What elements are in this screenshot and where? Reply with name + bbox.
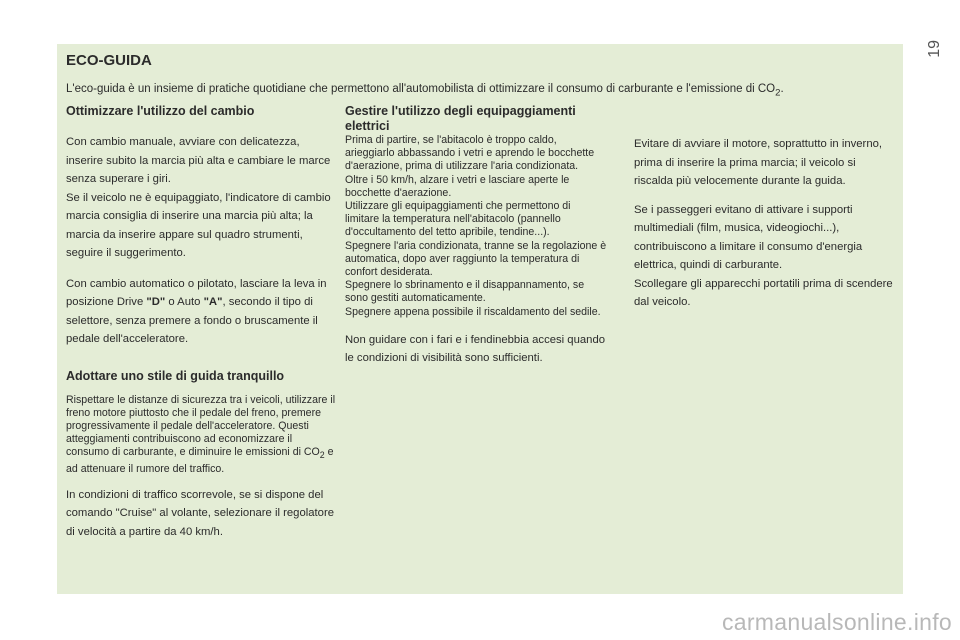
- intro-end: .: [780, 83, 784, 95]
- drive-label: "D": [146, 296, 166, 308]
- page-number: 19: [926, 40, 943, 58]
- calm-text-b: e ad attenuare il rumore del traffico.: [66, 446, 334, 475]
- auto-text-c: , secondo il tipo di selettore, senza premere a fondo o bruscamente il pedale dell'acceleratore.: [66, 296, 318, 345]
- electrical-text-5: Spegnere lo sbrinamento e il disappannamento, se sono gestiti automaticamente.: [345, 279, 585, 305]
- column-gearbox: [66, 104, 338, 541]
- auto-label: "A": [203, 296, 223, 308]
- lights-text: Non guidare con i fari e i fendinebbia accesi quando le condizioni di visibilità sono sufficienti.: [345, 333, 606, 365]
- gearbox-automatic-text: [66, 275, 338, 349]
- electrical-heading: Gestire l'utilizzo degli equipaggiamenti elettrici: [345, 104, 576, 133]
- auto-text-a: Con cambio automatico o pilotato, lasciare la leva in posizione Drive: [66, 277, 327, 308]
- intro-subscript: 2: [775, 87, 781, 99]
- gearbox-indicator-text: Se il veicolo ne è equipaggiato, l'indicatore di cambio marcia consiglia di inserire una marcia più alta; la marcia da inserire appare sul quadro strumenti, seguire il suggerimento.: [66, 191, 331, 259]
- engine-start-text: Evitare di avviare il motore, soprattutto in inverno, prima di inserire la prima marcia; il veicolo si riscalda più velocemente durante la guida.: [634, 138, 883, 187]
- calm-driving-text: [66, 394, 338, 476]
- calm-driving-heading: Adottare uno stile di guida tranquillo: [66, 368, 285, 383]
- column-tips: [634, 135, 896, 312]
- intro-body: L'eco-guida è un insieme di pratiche quotidiane che permettono all'automobilista di ottimizzare il consumo di carburante e l'emissione di CO: [66, 83, 776, 95]
- calm-text-a: Rispettare le distanze di sicurezza tra i veicoli, utilizzare il freno motore piuttosto che il pedale del freno, premere progressivamente il pedale dell'acceleratore. Questi atteggiamenti contribuiscono ad economizzare il consumo di carburante, e diminuire le emissioni di CO: [66, 393, 336, 459]
- electrical-text-1: Prima di partire, se l'abitacolo è troppo caldo, arieggiarlo abbassando i vetri e aprendo le bocchette d'aerazione, prima di utilizzare l'aria condizionata.: [345, 134, 595, 173]
- electrical-text-6: Spegnere appena possibile il riscaldamento del sedile.: [345, 305, 601, 318]
- cruise-text: In condizioni di traffico scorrevole, se si dispone del comando "Cruise" al volante, selezionare il regolatore di velocità a partire da 40 km/h.: [66, 488, 334, 538]
- watermark: carmanualsonline.info: [721, 609, 952, 635]
- multimedia-text: Se i passeggeri evitano di attivare i supporti multimediali (film, musica, videogiochi...), contribuiscono a limitare il consumo d'energia elettrica, quindi di carburante.: [634, 203, 863, 271]
- gearbox-manual-text: Con cambio manuale, avviare con delicatezza, inserire subito la marcia più alta e cambiare le marce senza superare i giri.: [66, 136, 331, 185]
- gearbox-heading: Ottimizzare l'utilizzo del cambio: [66, 104, 255, 118]
- page-title: ECO-GUIDA: [66, 52, 152, 69]
- column-electrical: [345, 104, 607, 368]
- auto-text-b: o Auto: [165, 296, 204, 308]
- electrical-text-4: Spegnere l'aria condizionata, tranne se la regolazione è automatica, dopo aver raggiunto la temperatura di confort desiderata.: [345, 239, 607, 279]
- electrical-text-2: Oltre i 50 km/h, alzare i vetri e lasciare aperte le bocchette d'aerazione.: [345, 173, 570, 199]
- electrical-text-3: Utilizzare gli equipaggiamenti che permettono di limitare la temperatura nell'abitacolo (pannello d'occultamento del tetto apribile, tendine...).: [345, 200, 571, 239]
- intro-text: [66, 82, 896, 100]
- portable-devices-text: Scollegare gli apparecchi portatili prima di scendere dal veicolo.: [634, 277, 893, 308]
- calm-subscript: 2: [319, 450, 325, 461]
